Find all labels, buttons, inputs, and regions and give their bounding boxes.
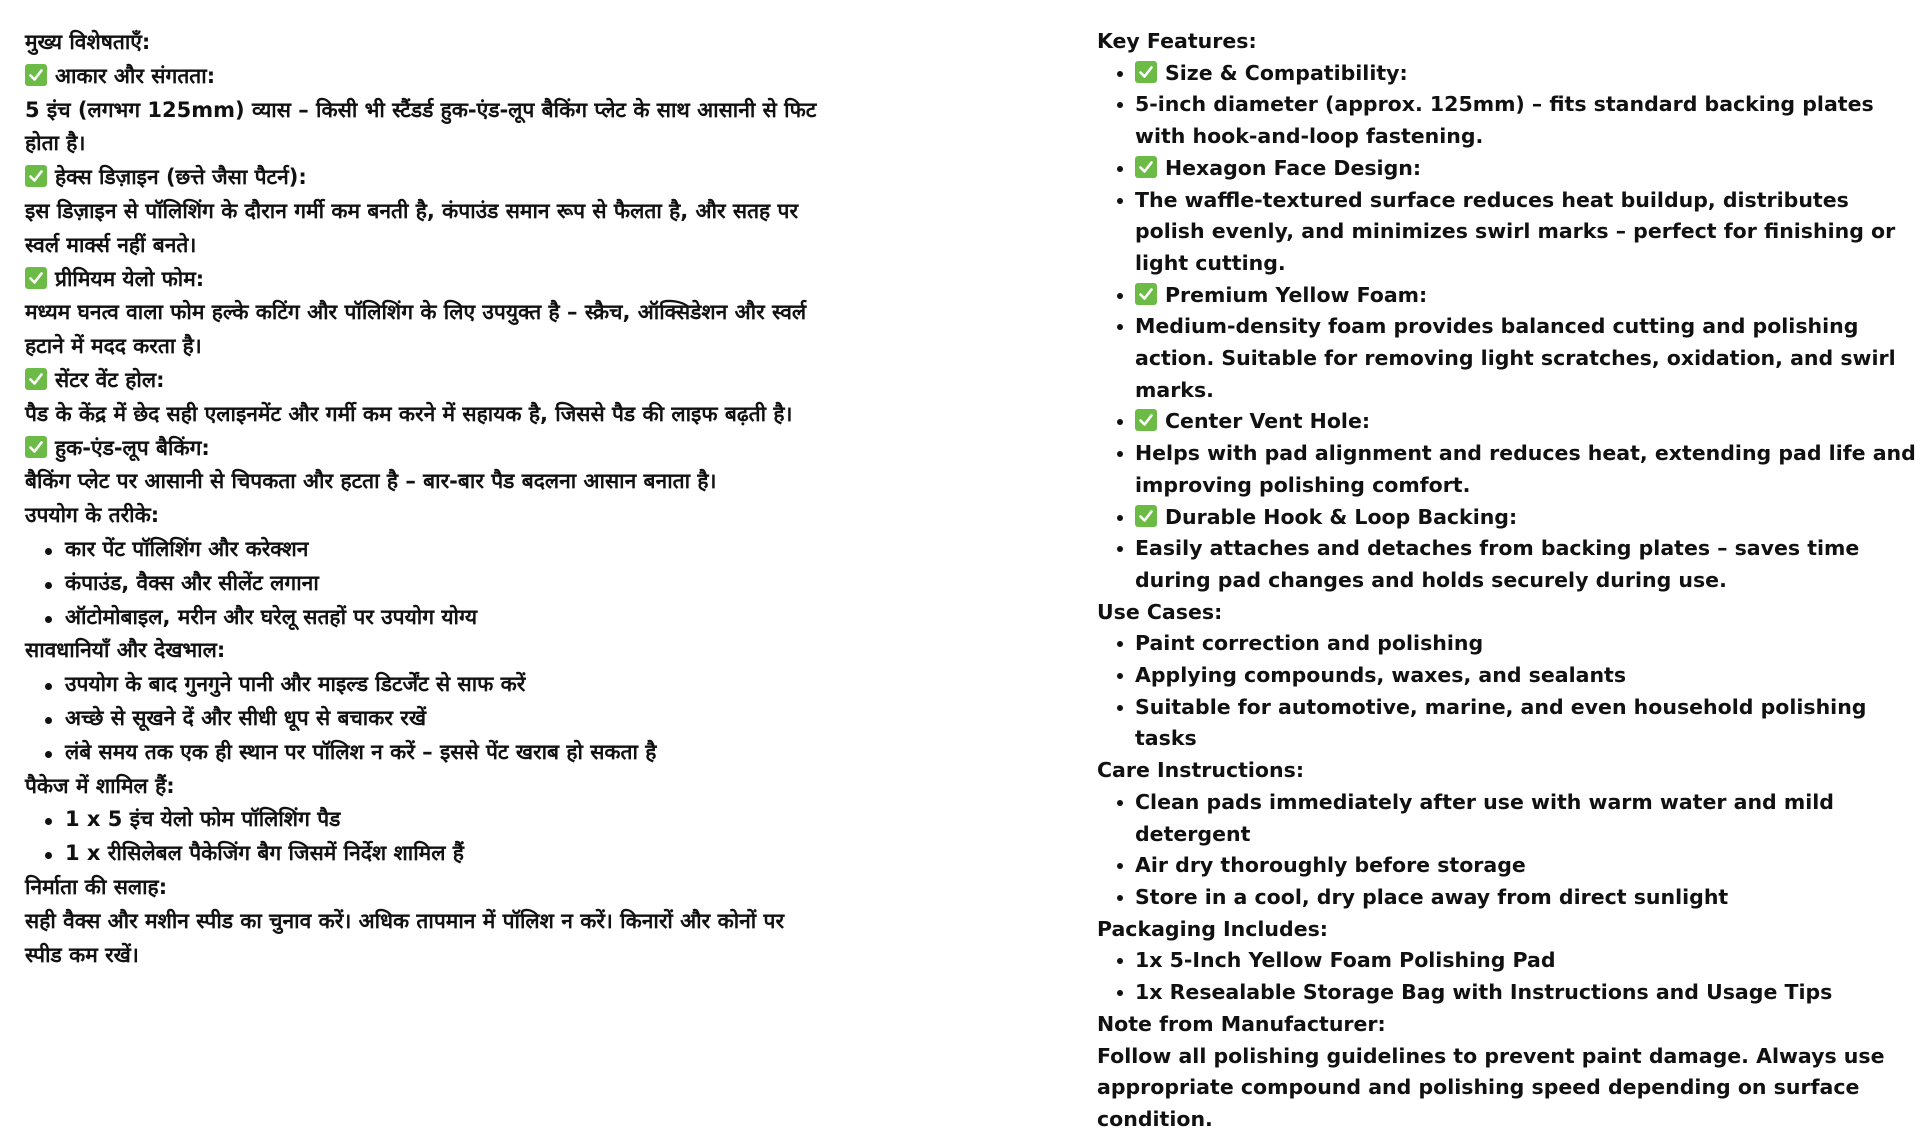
hindi-care-list (25, 668, 1025, 769)
list-item: Air dry thoroughly before storage (1097, 850, 1917, 882)
hindi-package-heading: पैकेज में शामिल हैं: (25, 773, 175, 798)
feature-desc: मध्यम घनत्व वाला फोम हल्के कटिंग और पॉलिशिंग के लिए उपयुक्त है – स्क्रैच, ऑक्सिडेशन और स्वर्ल (25, 300, 807, 325)
list-item: Store in a cool, dry place away from direct sunlight (1097, 882, 1917, 914)
feature-title-item (1097, 280, 1917, 312)
feature-title-item (1097, 502, 1917, 534)
check-box-icon (25, 436, 47, 458)
english-uses-list (1097, 628, 1917, 755)
english-package-list (1097, 945, 1917, 1008)
list-item: 1 x रीसिलेबल पैकेजिंग बैग जिसमें निर्देश शामिल हैं (25, 837, 1025, 871)
feature-title-item (1097, 406, 1917, 438)
list-item: कार पेंट पॉलिशिंग और करेक्शन (25, 533, 1025, 567)
english-note-heading: Note from Manufacturer: (1097, 1011, 1386, 1036)
feature-desc: हटाने में मदद करता है। (25, 334, 202, 359)
english-note-text: Follow all polishing guidelines to prevent paint damage. Always use appropriate compound and polishing speed depending on surface condition. (1097, 1043, 1885, 1131)
english-care-list (1097, 787, 1917, 914)
check-box-icon (1135, 156, 1157, 178)
check-box-icon (1135, 505, 1157, 527)
feature-title: प्रीमियम येलो फोम: (55, 266, 205, 291)
feature-title: सेंटर वेंट होल: (55, 367, 165, 392)
hindi-description (25, 26, 1025, 972)
hindi-uses-heading: उपयोग के तरीके: (25, 503, 160, 528)
hindi-advice-heading: निर्माता की सलाह: (25, 874, 168, 899)
feature-title: Durable Hook & Loop Backing: (1165, 504, 1518, 529)
feature-title: Hexagon Face Design: (1165, 155, 1422, 180)
list-item: अच्छे से सूखने दें और सीधी धूप से बचाकर रखें (25, 702, 1025, 736)
feature-desc: होता है। (25, 131, 86, 156)
hindi-advice-text: सही वैक्स और मशीन स्पीड का चुनाव करें। अधिक तापमान में पॉलिश न करें। किनारों और कोनों पर (25, 908, 785, 933)
english-features-list (1097, 58, 1917, 597)
feature-title: Center Vent Hole: (1165, 409, 1371, 434)
english-care-heading: Care Instructions: (1097, 758, 1305, 783)
list-item: 1x Resealable Storage Bag with Instructions and Usage Tips (1097, 977, 1917, 1009)
english-package-heading: Packaging Includes: (1097, 916, 1329, 941)
hindi-features-heading: मुख्य विशेषताएँ: (25, 30, 151, 54)
feature-title-item (1097, 153, 1917, 185)
feature-title: हेक्स डिज़ाइन (छत्ते जैसा पैटर्न): (55, 165, 307, 190)
list-item: 1x 5-Inch Yellow Foam Polishing Pad (1097, 945, 1917, 977)
feature-desc: पैड के केंद्र में छेद सही एलाइनमेंट और गर्मी कम करने में सहायक है, जिससे पैड की लाइफ बढ़ती है। (25, 401, 793, 426)
list-item: ऑटोमोबाइल, मरीन और घरेलू सतहों पर उपयोग योग्य (25, 601, 1025, 635)
feature-title: Size & Compatibility: (1165, 60, 1408, 85)
check-box-icon (1135, 61, 1157, 83)
list-item: 1 x 5 इंच येलो फोम पॉलिशिंग पैड (25, 803, 1025, 837)
feature-desc: 5 इंच (लगभग 125mm) व्यास – किसी भी स्टैंडर्ड हुक-एंड-लूप बैकिंग प्लेट के साथ आसानी से फिट (25, 97, 817, 122)
hindi-advice-text: स्पीड कम रखें। (25, 942, 139, 967)
list-item: Applying compounds, waxes, and sealants (1097, 660, 1917, 692)
feature-desc: स्वर्ल मार्क्स नहीं बनते। (25, 232, 197, 257)
check-box-icon (25, 165, 47, 187)
check-box-icon (1135, 409, 1157, 431)
list-item: Suitable for automotive, marine, and even household polishing tasks (1097, 692, 1917, 755)
hindi-uses-list (25, 533, 1025, 634)
feature-desc: बैकिंग प्लेट पर आसानी से चिपकता और हटता है – बार-बार पैड बदलना आसान बनाता है। (25, 469, 717, 494)
feature-desc: Easily attaches and detaches from backing plates – saves time during pad changes and holds securely during use. (1097, 533, 1925, 596)
english-uses-heading: Use Cases: (1097, 599, 1223, 624)
feature-title-item (1097, 58, 1917, 90)
list-item: Clean pads immediately after use with warm water and mild detergent (1097, 787, 1917, 850)
list-item: उपयोग के बाद गुनगुने पानी और माइल्ड डिटर्जेंट से साफ करें (25, 668, 1025, 702)
check-box-icon (25, 64, 47, 86)
hindi-package-list (25, 803, 1025, 871)
hindi-feature (25, 432, 1025, 500)
list-item: Paint correction and polishing (1097, 628, 1917, 660)
hindi-feature (25, 364, 1025, 432)
check-box-icon (25, 267, 47, 289)
feature-desc: 5-inch diameter (approx. 125mm) – fits standard backing plates with hook-and-loop fastening. (1097, 89, 1925, 152)
english-features-heading: Key Features: (1097, 29, 1257, 53)
feature-desc: The waffle-textured surface reduces heat buildup, distributes polish evenly, and minimizes swirl marks – perfect for finishing or light cutting. (1097, 185, 1925, 280)
feature-desc: Medium-density foam provides balanced cutting and polishing action. Suitable for removing light scratches, oxidation, and swirl marks. (1097, 311, 1925, 406)
english-description (1097, 26, 1917, 1136)
check-box-icon (1135, 283, 1157, 305)
feature-title: हुक-एंड-लूप बैकिंग: (55, 435, 210, 460)
hindi-feature (25, 263, 1025, 364)
hindi-feature (25, 60, 1025, 161)
list-item: कंपाउंड, वैक्स और सीलेंट लगाना (25, 567, 1025, 601)
feature-title: आकार और संगतता: (55, 63, 216, 88)
list-item: लंबे समय तक एक ही स्थान पर पॉलिश न करें – इससे पेंट खराब हो सकता है (25, 736, 1025, 770)
hindi-care-heading: सावधानियाँ और देखभाल: (25, 638, 226, 663)
feature-desc: इस डिज़ाइन से पॉलिशिंग के दौरान गर्मी कम बनती है, कंपाउंड समान रूप से फैलता है, और सतह पर (25, 198, 799, 223)
hindi-feature (25, 161, 1025, 262)
check-box-icon (25, 368, 47, 390)
feature-title: Premium Yellow Foam: (1165, 282, 1428, 307)
feature-desc: Helps with pad alignment and reduces heat, extending pad life and improving polishing comfort. (1097, 438, 1925, 501)
